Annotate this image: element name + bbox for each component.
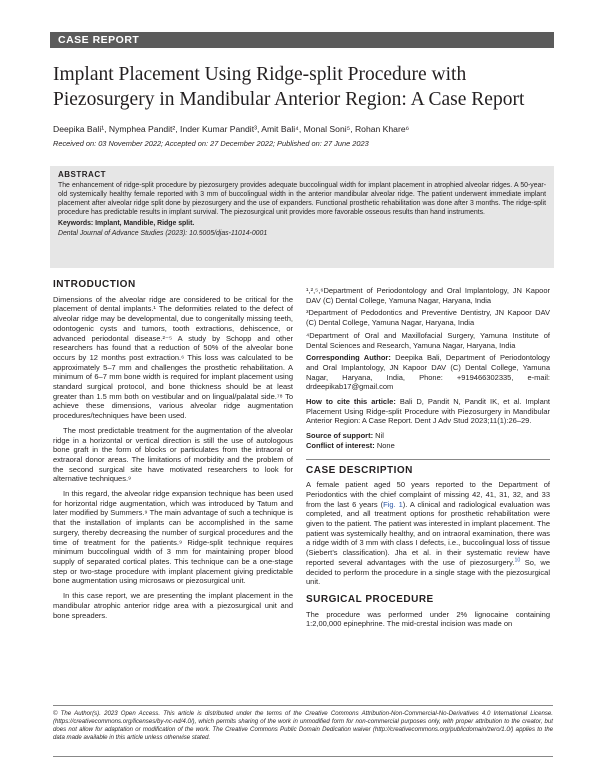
corresponding-author: Corresponding Author: Deepika Bali, Department of Periodontology and Oral Implantology, JN Kapoor DAV (C) Dental College, Yamuna Nagar, Haryana, India, Phone: +919466302335, e-mail: drdeepikab17@gmail.com <box>306 353 550 392</box>
right-column <box>306 286 550 634</box>
case-description-text: A female patient aged 50 years reported to the Department of Periodontics with the chief complaint of missing 42, 41, 31, 32, and 33 from the last 6 years (Fig. 1). A clinical and radiological evaluation was completed, and all treatment options for prosthetic rehabilitation were given to the patient. The patient was interested in implant placement. The patient was systemically healthy, and on intraoral examination, there was a ridge width of 3 mm with class I defects, i.e., buccolingual loss of tissue (Siebert’s classification). Jha et al. in their systematic review have reported several advantages with the use of piezosurgery.$^{10}$ So, we decided to perform the procedure in a single stage with the piezosurgical unit. <box>306 480 550 587</box>
how-to-cite: How to cite this article: Bali D, Pandit N, Pandit IK, et al. Implant Placement Using Ridge-split Procedure with Piezosurgery in Mandibular Anterior Region: A Case Report. Dent J Adv Stud 2023;11(1):26–29. <box>306 397 550 426</box>
article-type-banner: CASE REPORT <box>50 32 554 48</box>
author-list: Deepika Bali¹, Nymphea Pandit², Inder Kumar Pandit³, Amit Bali⁴, Monal Soni⁵, Rohan Khare⁶ <box>53 124 410 134</box>
source-of-support: Source of support: Nil <box>306 431 384 441</box>
case-description-heading: CASE DESCRIPTION <box>306 464 413 476</box>
introduction-heading: INTRODUCTION <box>53 279 136 290</box>
license-footnote: © The Author(s). 2023 Open Access. This article is distributed under the terms of the Creative Commons Attribution-Non-Commercial-No-Derivatives 4.0 International License. (https://creativecommons.org/licenses/by-nc-nd/4.0/), which permits sharing of the work in unmodified form for non-commercial purposes only, with proper attribution to the creator, but does not allow for adaptation or modification of the work. The Creative Commons Public Domain Dedication waiver (http://creativecommons.org/publicdomain/zero/1.0/) applies to the data made available in this article unless otherwise stated. <box>53 705 553 742</box>
affiliation-2: ³Department of Pedodontics and Preventive Dentistry, JN Kapoor DAV (C) Dental College, Yamuna Nagar, Haryana, India <box>306 308 550 328</box>
surgical-procedure-text: The procedure was performed under 2% lignocaine containing 1:2,00,000 epinephrine. The mid-crestal incision was made on <box>306 609 550 629</box>
publication-dates: Received on: 03 November 2022; Accepted on: 27 December 2022; Published on: 27 June 2023 <box>53 139 369 148</box>
abstract-box <box>50 166 554 268</box>
footer-rule <box>53 756 553 757</box>
abstract-text: The enhancement of ridge-split procedure by piezosurgery provides adequate buccolingual width for implant placement in atrophied alveolar ridges. A 50-year-old systemically healthy female reported with 3 mm of buccolingual width in the anterior mandibular alveolar ridge. The patient underwent immediate implant placement after alveolar ridge split done by piezosurgery and the use of expanders. Functional prosthetic rehabilitation was done after 3 months. The ridge-split procedure has predictable results in implant survival. The piezosurgical unit provides more favorable osseous results than hand instruments. <box>58 182 546 217</box>
affiliation-3: ⁴Department of Oral and Maxillofacial Surgery, Yamuna Institute of Dental Sciences and Research, Yamuna Nagar, Haryana, India <box>306 330 550 350</box>
conflict-of-interest: Conflict of interest: None <box>306 440 395 450</box>
left-column <box>53 280 293 625</box>
intro-paragraph-1: Dimensions of the alveolar ridge are considered to be critical for the placement of dental implants.¹ The deformities related to the defect of alveolar ridge may be developmental, due to congenitally missing teeth, odontogenic cysts and tumors, tooth extractions, dehiscence, or advanced periodontal disease.²⁻⁵ A study by Schopp and other researchers has found that a reduction of 50% of the alveolar bone occurs by 12 months post extraction.⁶ This loss was calculated to be approximately 5–7 mm and challenges the prosthetic rehabilitation. A minimum of 6–7 mm bone width is required for implant placement using standard surgical protocol, and bone thickness should be at least greater than 1.5 mm both on vestibular and on lingual/palatal side.⁷⁸ To achieve these dimensions, various alveolar ridge augmentation procedures/techniques have been used. <box>53 294 293 421</box>
article-title: Implant Placement Using Ridge-split Procedure with Piezosurgery in Mandibular Anterior Region: A Case Report <box>53 64 525 110</box>
intro-paragraph-2: The most predictable treatment for the augmentation of the alveolar ridge in a horizontal or vertical direction is still the use of autologous bone graft in the form of blocks or particulates from the intraoral or extraoral donor areas. The limitations of morbidity and the problem of the second surgical site have motivated researchers to look for alternative techniques.⁹ <box>53 425 293 484</box>
keywords: Keywords: Implant, Mandible, Ridge split. <box>58 220 195 228</box>
intro-paragraph-4: In this case report, we are presenting the implant placement in the mandibular atrophic anterior ridge area with a piezosurgical unit and bone spreaders. <box>53 591 293 620</box>
journal-citation: Dental Journal of Advance Studies (2023): 10.5005/djas-11014-0001 <box>58 229 268 237</box>
figure-1-link[interactable]: Fig. 1 <box>383 499 403 509</box>
reference-10-link[interactable]: 10 <box>514 557 521 564</box>
affiliation-1: ¹,²,⁵,⁶Department of Periodontology and Oral Implantology, JN Kapoor DAV (C) Dental College, Yamuna Nagar, Haryana, India <box>306 286 550 305</box>
abstract-heading: ABSTRACT <box>58 170 106 179</box>
section-divider <box>306 459 550 460</box>
surgical-procedure-heading: SURGICAL PROCEDURE <box>306 593 434 605</box>
intro-paragraph-3: In this regard, the alveolar ridge expansion technique has been used for horizontal ridge augmentation, which was introduced by Tatum and later modified by Summers.⁹ The main advantage of such a technique is that the installation of implants can be accomplished in the same surgery, thereby decreasing the number of surgical procedures and the time of treatment for the patients.⁹ Ridge-split technique requires minimum buccolingual width of 3 mm for maintaining proper blood supply of separated cortical plates. This technique can be a one-stage step or two-stage procedure with implant placement giving predictable bone augmentation using microsaws or piezosurgical unit. <box>53 489 293 586</box>
affiliations <box>306 286 550 350</box>
